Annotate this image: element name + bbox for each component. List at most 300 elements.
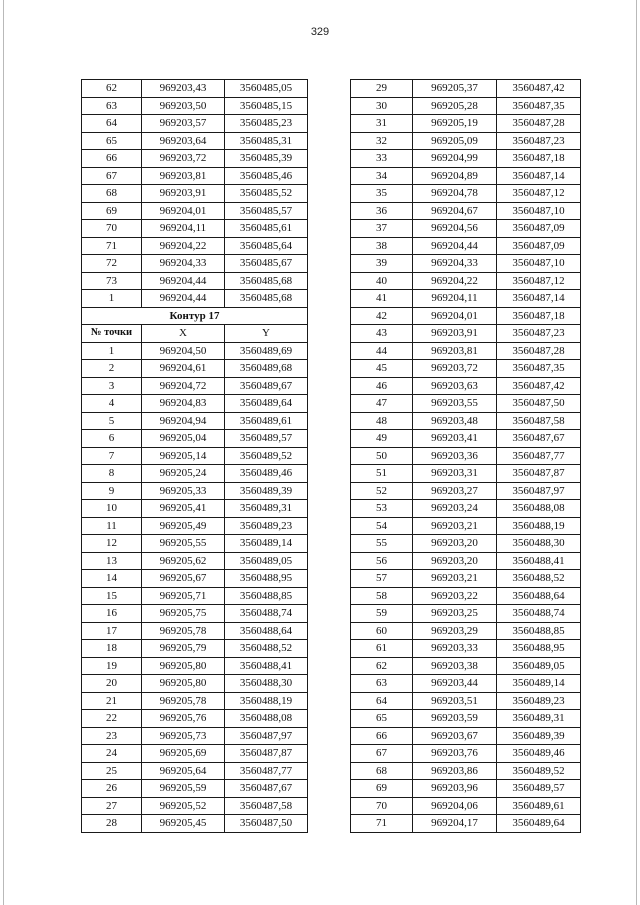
x-coordinate-cell: 969204,33 — [142, 255, 225, 273]
x-coordinate-cell: 969205,04 — [142, 430, 225, 448]
x-coordinate-cell: 969205,28 — [413, 97, 497, 115]
table-row — [351, 762, 581, 780]
table-row — [82, 762, 308, 780]
y-coordinate-cell: 3560489,57 — [225, 430, 308, 448]
point-number-cell: 19 — [82, 657, 142, 675]
x-coordinate-cell: 969203,25 — [413, 605, 497, 623]
x-coordinate-cell: 969203,44 — [413, 675, 497, 693]
point-number-cell: 72 — [82, 255, 142, 273]
table-row — [351, 290, 581, 308]
y-coordinate-cell: 3560489,46 — [225, 465, 308, 483]
table-row — [351, 710, 581, 728]
y-coordinate-cell: 3560487,23 — [497, 325, 581, 343]
point-number-cell: 22 — [82, 710, 142, 728]
x-coordinate-cell: 969205,80 — [142, 657, 225, 675]
point-number-cell: 27 — [82, 797, 142, 815]
y-coordinate-cell: 3560488,08 — [497, 500, 581, 518]
point-number-cell: 14 — [82, 570, 142, 588]
table-row — [82, 622, 308, 640]
x-coordinate-cell: 969204,22 — [413, 272, 497, 290]
y-coordinate-cell: 3560488,41 — [225, 657, 308, 675]
point-number-cell: 57 — [351, 570, 413, 588]
x-coordinate-cell: 969203,57 — [142, 115, 225, 133]
table-row — [351, 307, 581, 325]
y-coordinate-cell: 3560489,31 — [497, 710, 581, 728]
point-number-cell: 67 — [351, 745, 413, 763]
point-number-cell: 11 — [82, 517, 142, 535]
table-row — [351, 640, 581, 658]
y-coordinate-cell: 3560489,14 — [225, 535, 308, 553]
x-coordinate-cell: 969203,51 — [413, 692, 497, 710]
x-coordinate-cell: 969203,21 — [413, 517, 497, 535]
table-row — [351, 482, 581, 500]
point-number-cell: 54 — [351, 517, 413, 535]
x-coordinate-cell: 969204,11 — [413, 290, 497, 308]
table-row — [351, 97, 581, 115]
table-row — [82, 675, 308, 693]
table-row — [82, 167, 308, 185]
point-number-cell: 66 — [82, 150, 142, 168]
x-coordinate-cell: 969205,79 — [142, 640, 225, 658]
y-coordinate-cell: 3560489,52 — [497, 762, 581, 780]
point-number-cell: 13 — [82, 552, 142, 570]
x-coordinate-cell: 969205,73 — [142, 727, 225, 745]
table-row — [82, 692, 308, 710]
y-coordinate-cell: 3560487,97 — [225, 727, 308, 745]
x-coordinate-cell: 969203,91 — [413, 325, 497, 343]
point-number-cell: 51 — [351, 465, 413, 483]
x-coordinate-cell: 969205,14 — [142, 447, 225, 465]
table-row — [351, 535, 581, 553]
table-row — [82, 797, 308, 815]
x-coordinate-cell: 969204,56 — [413, 220, 497, 238]
point-number-cell: 7 — [82, 447, 142, 465]
table-row — [82, 500, 308, 518]
y-coordinate-cell: 3560485,64 — [225, 237, 308, 255]
y-coordinate-cell: 3560487,14 — [497, 167, 581, 185]
table-row — [82, 517, 308, 535]
point-number-cell: 62 — [351, 657, 413, 675]
point-number-cell: 46 — [351, 377, 413, 395]
x-coordinate-cell: 969203,81 — [142, 167, 225, 185]
x-coordinate-cell: 969205,67 — [142, 570, 225, 588]
x-coordinate-cell: 969204,78 — [413, 185, 497, 203]
point-number-cell: 12 — [82, 535, 142, 553]
x-coordinate-cell: 969204,22 — [142, 237, 225, 255]
y-coordinate-cell: 3560485,67 — [225, 255, 308, 273]
x-coordinate-cell: 969203,22 — [413, 587, 497, 605]
point-number-cell: 70 — [82, 220, 142, 238]
x-coordinate-cell: 969204,44 — [413, 237, 497, 255]
y-coordinate-cell: 3560489,57 — [497, 780, 581, 798]
point-number-cell: 60 — [351, 622, 413, 640]
x-coordinate-cell: 969205,19 — [413, 115, 497, 133]
y-coordinate-cell: 3560485,23 — [225, 115, 308, 133]
y-coordinate-cell: 3560487,10 — [497, 255, 581, 273]
point-number-cell: 61 — [351, 640, 413, 658]
y-coordinate-cell: 3560488,30 — [225, 675, 308, 693]
x-coordinate-cell: 969205,71 — [142, 587, 225, 605]
y-coordinate-cell: 3560487,23 — [497, 132, 581, 150]
point-number-cell: 43 — [351, 325, 413, 343]
y-coordinate-cell: 3560487,14 — [497, 290, 581, 308]
table-row — [82, 80, 308, 98]
table-row — [82, 377, 308, 395]
x-coordinate-cell: 969205,41 — [142, 500, 225, 518]
x-coordinate-cell: 969203,20 — [413, 552, 497, 570]
table-row — [82, 570, 308, 588]
point-number-cell: 10 — [82, 500, 142, 518]
point-number-cell: 63 — [82, 97, 142, 115]
table-row — [351, 80, 581, 98]
x-coordinate-cell: 969203,48 — [413, 412, 497, 430]
point-number-cell: 9 — [82, 482, 142, 500]
table-row — [82, 220, 308, 238]
x-coordinate-cell: 969205,75 — [142, 605, 225, 623]
contour-title-row — [82, 307, 308, 325]
table-row — [351, 657, 581, 675]
table-row — [82, 657, 308, 675]
y-coordinate-cell: 3560489,64 — [225, 395, 308, 413]
table-row — [351, 500, 581, 518]
point-number-cell: 37 — [351, 220, 413, 238]
x-coordinate-cell: 969205,78 — [142, 692, 225, 710]
table-row — [82, 185, 308, 203]
x-coordinate-cell: 969203,64 — [142, 132, 225, 150]
table-row — [351, 237, 581, 255]
y-coordinate-cell: 3560487,50 — [225, 815, 308, 833]
point-number-cell: 18 — [82, 640, 142, 658]
table-row — [82, 342, 308, 360]
y-coordinate-cell: 3560488,85 — [497, 622, 581, 640]
point-number-cell: 1 — [82, 342, 142, 360]
x-coordinate-cell: 969203,36 — [413, 447, 497, 465]
point-number-cell: 55 — [351, 535, 413, 553]
x-coordinate-cell: 969203,91 — [142, 185, 225, 203]
point-number-cell: 15 — [82, 587, 142, 605]
table-row — [351, 622, 581, 640]
x-coordinate-cell: 969205,80 — [142, 675, 225, 693]
point-number-cell: 56 — [351, 552, 413, 570]
table-row — [351, 272, 581, 290]
x-coordinate-cell: 969205,09 — [413, 132, 497, 150]
point-number-cell: 42 — [351, 307, 413, 325]
point-number-cell: 21 — [82, 692, 142, 710]
x-coordinate-cell: 969205,59 — [142, 780, 225, 798]
table-row — [351, 150, 581, 168]
x-coordinate-cell: 969204,94 — [142, 412, 225, 430]
point-number-cell: 69 — [82, 202, 142, 220]
y-coordinate-cell: 3560488,30 — [497, 535, 581, 553]
y-coordinate-cell: 3560485,31 — [225, 132, 308, 150]
y-coordinate-cell: 3560487,12 — [497, 272, 581, 290]
y-coordinate-cell: 3560489,68 — [225, 360, 308, 378]
y-coordinate-cell: 3560488,52 — [225, 640, 308, 658]
table-row — [351, 395, 581, 413]
point-number-cell: 73 — [82, 272, 142, 290]
table-row — [351, 570, 581, 588]
y-coordinate-cell: 3560488,74 — [225, 605, 308, 623]
y-coordinate-cell: 3560488,95 — [497, 640, 581, 658]
y-coordinate-cell: 3560488,19 — [225, 692, 308, 710]
y-coordinate-cell: 3560487,87 — [225, 745, 308, 763]
point-number-cell: 47 — [351, 395, 413, 413]
x-coordinate-cell: 969203,50 — [142, 97, 225, 115]
y-coordinate-cell: 3560487,67 — [497, 430, 581, 448]
point-number-cell: 52 — [351, 482, 413, 500]
table-row — [351, 517, 581, 535]
y-coordinate-cell: 3560487,77 — [497, 447, 581, 465]
table-row — [82, 412, 308, 430]
x-coordinate-cell: 969203,81 — [413, 342, 497, 360]
table-row — [82, 447, 308, 465]
y-coordinate-cell: 3560489,61 — [225, 412, 308, 430]
y-coordinate-cell: 3560489,05 — [225, 552, 308, 570]
point-number-cell: 20 — [82, 675, 142, 693]
table-row — [351, 780, 581, 798]
x-coordinate-cell: 969204,33 — [413, 255, 497, 273]
point-number-cell: 34 — [351, 167, 413, 185]
y-coordinate-cell: 3560489,61 — [497, 797, 581, 815]
table-row — [82, 727, 308, 745]
point-number-cell: 68 — [82, 185, 142, 203]
y-coordinate-cell: 3560488,52 — [497, 570, 581, 588]
x-coordinate-cell: 969203,55 — [413, 395, 497, 413]
point-number-cell: 64 — [82, 115, 142, 133]
table-row — [351, 132, 581, 150]
y-coordinate-cell: 3560488,19 — [497, 517, 581, 535]
page-number: 329 — [310, 26, 330, 38]
table-row — [351, 727, 581, 745]
x-coordinate-cell: 969205,37 — [413, 80, 497, 98]
coordinates-table-right — [350, 79, 581, 833]
x-coordinate-cell: 969204,89 — [413, 167, 497, 185]
y-coordinate-cell: 3560489,23 — [225, 517, 308, 535]
point-number-cell: 26 — [82, 780, 142, 798]
point-number-cell: 16 — [82, 605, 142, 623]
y-coordinate-cell: 3560488,64 — [497, 587, 581, 605]
table-row — [351, 465, 581, 483]
point-number-cell: 45 — [351, 360, 413, 378]
table-row — [82, 587, 308, 605]
point-number-cell: 1 — [82, 290, 142, 308]
table-row — [82, 640, 308, 658]
y-coordinate-cell: 3560485,05 — [225, 80, 308, 98]
y-coordinate-cell: 3560487,42 — [497, 377, 581, 395]
point-number-cell: 3 — [82, 377, 142, 395]
table-row — [351, 255, 581, 273]
x-coordinate-cell: 969205,52 — [142, 797, 225, 815]
point-number-cell: 53 — [351, 500, 413, 518]
point-number-cell: 39 — [351, 255, 413, 273]
table-row — [351, 587, 581, 605]
y-coordinate-cell: 3560487,87 — [497, 465, 581, 483]
x-coordinate-cell: 969204,83 — [142, 395, 225, 413]
y-coordinate-cell: 3560489,23 — [497, 692, 581, 710]
y-coordinate-cell: 3560487,97 — [497, 482, 581, 500]
x-coordinate-cell: 969203,59 — [413, 710, 497, 728]
point-number-cell: 69 — [351, 780, 413, 798]
point-number-cell: 41 — [351, 290, 413, 308]
y-coordinate-cell: 3560487,35 — [497, 360, 581, 378]
table-row — [82, 150, 308, 168]
point-number-cell: 48 — [351, 412, 413, 430]
x-coordinate-cell: 969203,96 — [413, 780, 497, 798]
point-number-cell: 29 — [351, 80, 413, 98]
point-number-cell: 38 — [351, 237, 413, 255]
y-coordinate-cell: 3560485,39 — [225, 150, 308, 168]
y-coordinate-cell: 3560489,64 — [497, 815, 581, 833]
point-number-cell: 2 — [82, 360, 142, 378]
x-coordinate-cell: 969204,06 — [413, 797, 497, 815]
x-coordinate-cell: 969203,41 — [413, 430, 497, 448]
x-coordinate-cell: 969203,38 — [413, 657, 497, 675]
page-edge-left — [3, 0, 4, 905]
point-number-cell: 25 — [82, 762, 142, 780]
point-number-cell: 8 — [82, 465, 142, 483]
table-row — [82, 710, 308, 728]
y-coordinate-cell: 3560488,64 — [225, 622, 308, 640]
table-row — [82, 482, 308, 500]
table-row — [351, 115, 581, 133]
x-coordinate-cell: 969205,76 — [142, 710, 225, 728]
y-coordinate-cell: 3560485,68 — [225, 272, 308, 290]
point-number-cell: 24 — [82, 745, 142, 763]
y-coordinate-cell: 3560487,12 — [497, 185, 581, 203]
x-coordinate-cell: 969203,29 — [413, 622, 497, 640]
table-row — [82, 605, 308, 623]
y-coordinate-cell: 3560487,09 — [497, 237, 581, 255]
table-row — [82, 272, 308, 290]
column-header-y: Y — [225, 325, 308, 343]
y-coordinate-cell: 3560485,61 — [225, 220, 308, 238]
point-number-cell: 35 — [351, 185, 413, 203]
table-row — [351, 412, 581, 430]
x-coordinate-cell: 969203,76 — [413, 745, 497, 763]
x-coordinate-cell: 969205,69 — [142, 745, 225, 763]
table-row — [82, 132, 308, 150]
y-coordinate-cell: 3560487,67 — [225, 780, 308, 798]
point-number-cell: 65 — [351, 710, 413, 728]
table-row — [351, 447, 581, 465]
y-coordinate-cell: 3560487,28 — [497, 115, 581, 133]
y-coordinate-cell: 3560485,15 — [225, 97, 308, 115]
point-number-cell: 62 — [82, 80, 142, 98]
column-header-row — [82, 325, 308, 343]
y-coordinate-cell: 3560489,46 — [497, 745, 581, 763]
y-coordinate-cell: 3560487,10 — [497, 202, 581, 220]
point-number-cell: 5 — [82, 412, 142, 430]
point-number-cell: 49 — [351, 430, 413, 448]
x-coordinate-cell: 969205,64 — [142, 762, 225, 780]
point-number-cell: 65 — [82, 132, 142, 150]
y-coordinate-cell: 3560485,46 — [225, 167, 308, 185]
point-number-cell: 28 — [82, 815, 142, 833]
x-coordinate-cell: 969205,62 — [142, 552, 225, 570]
x-coordinate-cell: 969203,21 — [413, 570, 497, 588]
page-edge-right — [636, 0, 637, 905]
table-row — [82, 465, 308, 483]
y-coordinate-cell: 3560489,05 — [497, 657, 581, 675]
point-number-cell: 36 — [351, 202, 413, 220]
x-coordinate-cell: 969203,24 — [413, 500, 497, 518]
table-row — [351, 325, 581, 343]
x-coordinate-cell: 969204,44 — [142, 290, 225, 308]
x-coordinate-cell: 969205,49 — [142, 517, 225, 535]
table-row — [351, 430, 581, 448]
y-coordinate-cell: 3560487,42 — [497, 80, 581, 98]
table-row — [82, 552, 308, 570]
table-row — [82, 745, 308, 763]
table-row — [351, 220, 581, 238]
y-coordinate-cell: 3560485,52 — [225, 185, 308, 203]
point-number-cell: 59 — [351, 605, 413, 623]
y-coordinate-cell: 3560487,28 — [497, 342, 581, 360]
table-row — [82, 255, 308, 273]
contour-section — [82, 307, 308, 342]
point-number-cell: 30 — [351, 97, 413, 115]
point-number-cell: 40 — [351, 272, 413, 290]
table-row — [82, 202, 308, 220]
x-coordinate-cell: 969204,50 — [142, 342, 225, 360]
table-row — [82, 535, 308, 553]
point-number-cell: 71 — [82, 237, 142, 255]
point-number-cell: 33 — [351, 150, 413, 168]
x-coordinate-cell: 969203,33 — [413, 640, 497, 658]
point-number-cell: 44 — [351, 342, 413, 360]
x-coordinate-cell: 969203,67 — [413, 727, 497, 745]
y-coordinate-cell: 3560489,31 — [225, 500, 308, 518]
table-row — [351, 675, 581, 693]
table-row — [351, 167, 581, 185]
point-number-cell: 58 — [351, 587, 413, 605]
x-coordinate-cell: 969203,63 — [413, 377, 497, 395]
y-coordinate-cell: 3560485,68 — [225, 290, 308, 308]
x-coordinate-cell: 969204,11 — [142, 220, 225, 238]
y-coordinate-cell: 3560488,08 — [225, 710, 308, 728]
x-coordinate-cell: 969205,33 — [142, 482, 225, 500]
point-number-cell: 66 — [351, 727, 413, 745]
y-coordinate-cell: 3560487,58 — [225, 797, 308, 815]
table-row — [351, 745, 581, 763]
x-coordinate-cell: 969205,45 — [142, 815, 225, 833]
table-row — [82, 815, 308, 833]
x-coordinate-cell: 969205,78 — [142, 622, 225, 640]
point-number-cell: 70 — [351, 797, 413, 815]
table-row — [82, 115, 308, 133]
y-coordinate-cell: 3560489,14 — [497, 675, 581, 693]
table-row — [82, 290, 308, 308]
x-coordinate-cell: 969204,72 — [142, 377, 225, 395]
y-coordinate-cell: 3560489,69 — [225, 342, 308, 360]
x-coordinate-cell: 969204,67 — [413, 202, 497, 220]
table-row — [351, 377, 581, 395]
x-coordinate-cell: 969204,17 — [413, 815, 497, 833]
y-coordinate-cell: 3560488,41 — [497, 552, 581, 570]
x-coordinate-cell: 969203,43 — [142, 80, 225, 98]
column-header-x: X — [142, 325, 225, 343]
point-number-cell: 23 — [82, 727, 142, 745]
column-header-point-number: № точки — [82, 325, 142, 343]
y-coordinate-cell: 3560489,39 — [225, 482, 308, 500]
contour-title: Контур 17 — [82, 307, 308, 325]
y-coordinate-cell: 3560488,74 — [497, 605, 581, 623]
x-coordinate-cell: 969203,31 — [413, 465, 497, 483]
table-row — [351, 552, 581, 570]
point-number-cell: 31 — [351, 115, 413, 133]
point-number-cell: 64 — [351, 692, 413, 710]
point-number-cell: 71 — [351, 815, 413, 833]
